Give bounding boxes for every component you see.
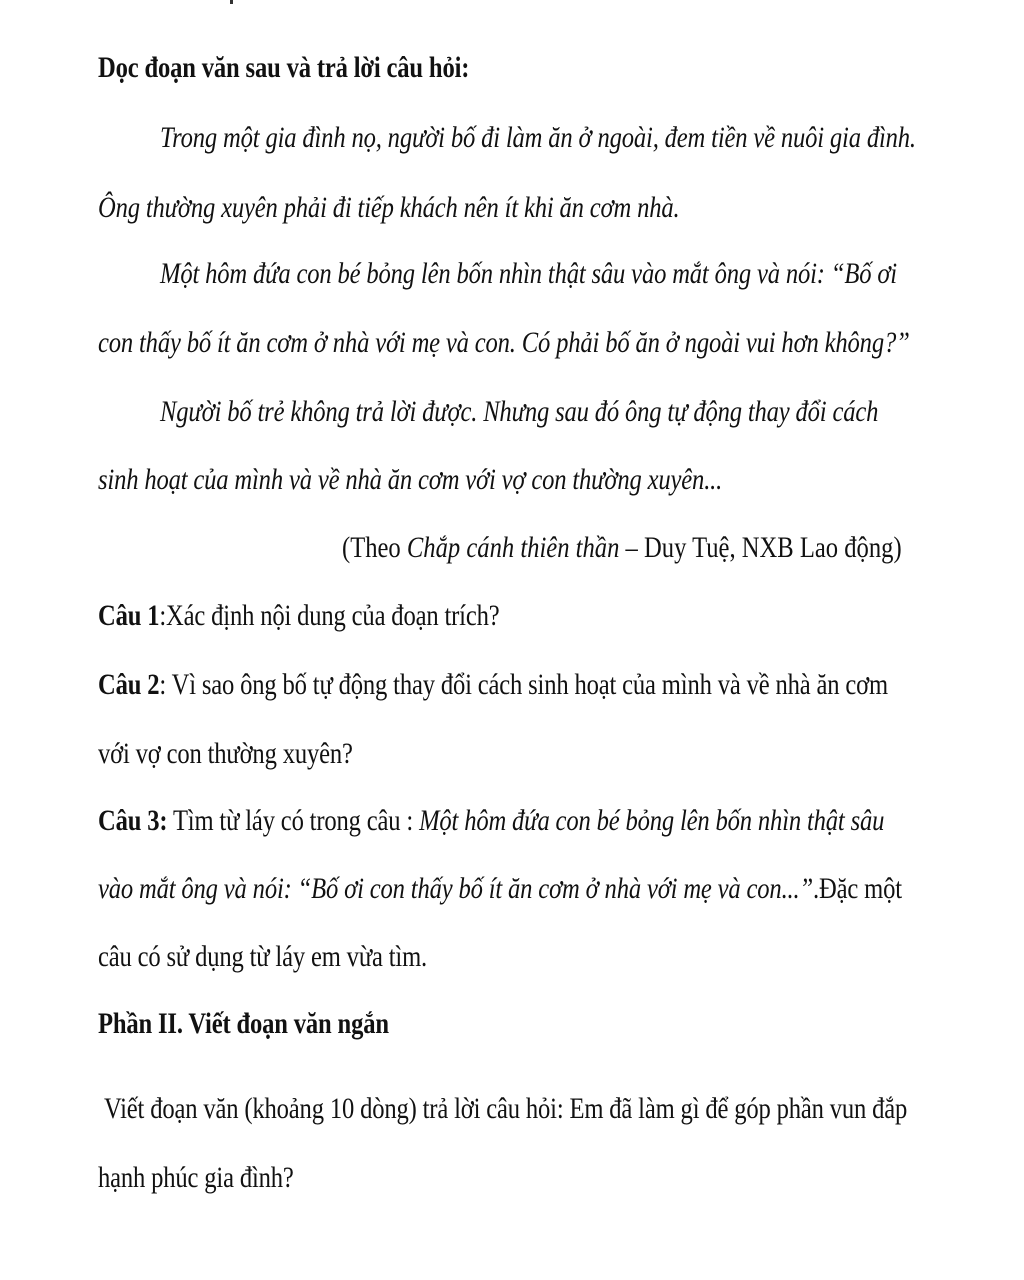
part-2-prompt-line-1: Viết đoạn văn (khoảng 10 dòng) trả lời câu hỏi: Em đã làm gì để góp phần vun đắp xyxy=(104,1092,908,1125)
question-3-quote-part-1: Một hôm đứa con bé bỏng lên bốn nhìn thật sâu xyxy=(419,804,885,837)
question-2-text: : Vì sao ông bố tự động thay đổi cách sinh hoạt của mình và về nhà ăn cơm xyxy=(159,668,888,701)
part-2-heading: Phần II. Viết đoạn văn ngắn xyxy=(98,1007,389,1040)
question-3-instruction: .Đặc một xyxy=(813,872,902,905)
question-2-label: Câu 2 xyxy=(98,668,160,701)
passage-paragraph-1-line-2: Ông thường xuyên phải đi tiếp khách nên ít khi ăn cơm nhà. xyxy=(98,191,680,224)
question-1 xyxy=(98,598,499,634)
question-3-quote-part-2: vào mắt ông và nói: “Bố ơi con thấy bố ít ăn cơm ở nhà với mẹ và con...” xyxy=(98,872,814,905)
part-2-prompt-line-2: hạnh phúc gia đình? xyxy=(98,1161,294,1194)
source-title: Chắp cánh thiên thần xyxy=(406,531,620,564)
passage-source xyxy=(342,530,902,566)
source-suffix: – Duy Tuệ, NXB Lao động) xyxy=(619,531,902,564)
question-3-line-3: câu có sử dụng từ láy em vừa tìm. xyxy=(98,940,428,973)
question-3-label: Câu 3: xyxy=(98,804,168,837)
passage-paragraph-3-line-1: Người bố trẻ không trả lời được. Nhưng sau đó ông tự động thay đổi cách xyxy=(160,395,879,428)
question-3-line-1 xyxy=(98,803,884,839)
passage-paragraph-1-line-1: Trong một gia đình nọ, người bố đi làm ăn ở ngoài, đem tiền về nuôi gia đình. xyxy=(160,121,916,154)
question-3-line-2 xyxy=(98,871,902,907)
passage-paragraph-3-line-2: sinh hoạt của mình và về nhà ăn cơm với vợ con thường xuyên... xyxy=(98,463,723,496)
question-3-prefix: Tìm từ láy có trong câu : xyxy=(167,804,420,837)
question-1-label: Câu 1 xyxy=(98,599,160,632)
question-1-text: :Xác định nội dung của đoạn trích? xyxy=(159,599,500,632)
exercise-heading: Dọc đoạn văn sau và trả lời câu hỏi: xyxy=(98,51,470,84)
top-edge-mark xyxy=(230,0,233,4)
question-2-line-2: với vợ con thường xuyên? xyxy=(98,737,353,770)
question-2-line-1 xyxy=(98,667,888,703)
source-prefix: (Theo xyxy=(342,531,407,564)
passage-paragraph-2-line-2: con thấy bố ít ăn cơm ở nhà với mẹ và con. Có phải bố ăn ở ngoài vui hơn không?” xyxy=(98,326,910,359)
passage-paragraph-2-line-1: Một hôm đứa con bé bỏng lên bốn nhìn thật sâu vào mắt ông và nói: “Bố ơi xyxy=(160,257,897,290)
